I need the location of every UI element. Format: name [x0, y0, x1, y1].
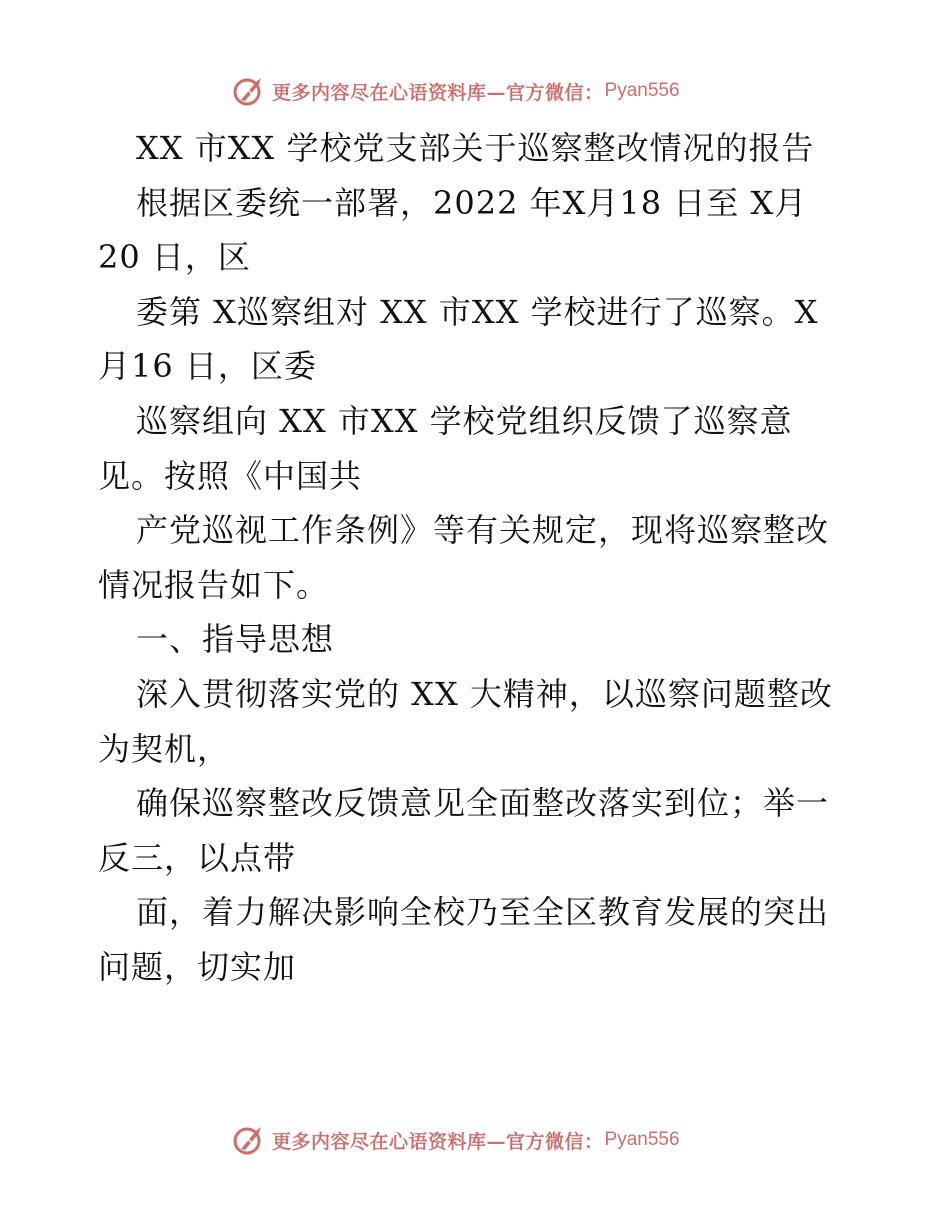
paragraph-line: 深入贯彻落实党的 XX 大精神，以巡察问题整改: [136, 674, 833, 713]
watermark-text: 更多内容尽在心语资料库—官方微信：: [272, 1130, 604, 1153]
document-title: XX 市XX 学校党支部关于巡察整改情况的报告: [136, 129, 815, 167]
paragraph-line: 面，着力解决影响全校乃至全区教育发展的突出: [136, 893, 830, 932]
paragraph-line: 根据区委统一部署，2022 年X月18 日至 X月: [136, 183, 808, 222]
paragraph-line: 确保巡察整改反馈意见全面整改落实到位；举一: [136, 784, 830, 823]
watermark-text: 更多内容尽在心语资料库—官方微信：: [272, 81, 604, 104]
watermark-handle: Pyan556: [604, 1129, 680, 1150]
footer-watermark: [232, 1120, 680, 1160]
paragraph-line: 情况报告如下。: [98, 565, 330, 604]
paragraph-line: 问题，切实加: [98, 947, 297, 986]
watermark-handle: Pyan556: [604, 80, 680, 101]
paragraph-line: 月16 日，区委: [98, 347, 317, 386]
paragraph-line: 反三，以点带: [98, 838, 297, 877]
paragraph-line: 产党巡视工作条例》等有关规定，现将巡察整改: [136, 511, 830, 550]
paragraph-line: 20 日，区: [98, 238, 251, 277]
pen-nib-circle-icon: [232, 1123, 266, 1157]
paragraph-line: 委第 X巡察组对 XX 市XX 学校进行了巡察。X: [136, 292, 819, 331]
header-watermark: [232, 71, 680, 111]
document-body: [98, 121, 858, 995]
paragraph-line: 为契机，: [98, 729, 231, 768]
pen-nib-circle-icon: [232, 74, 266, 108]
paragraph-line: 见。按照《中国共: [98, 456, 363, 495]
section-heading: 一、指导思想: [136, 620, 335, 659]
paragraph-line: 巡察组向 XX 市XX 学校党组织反馈了巡察意: [136, 401, 793, 440]
